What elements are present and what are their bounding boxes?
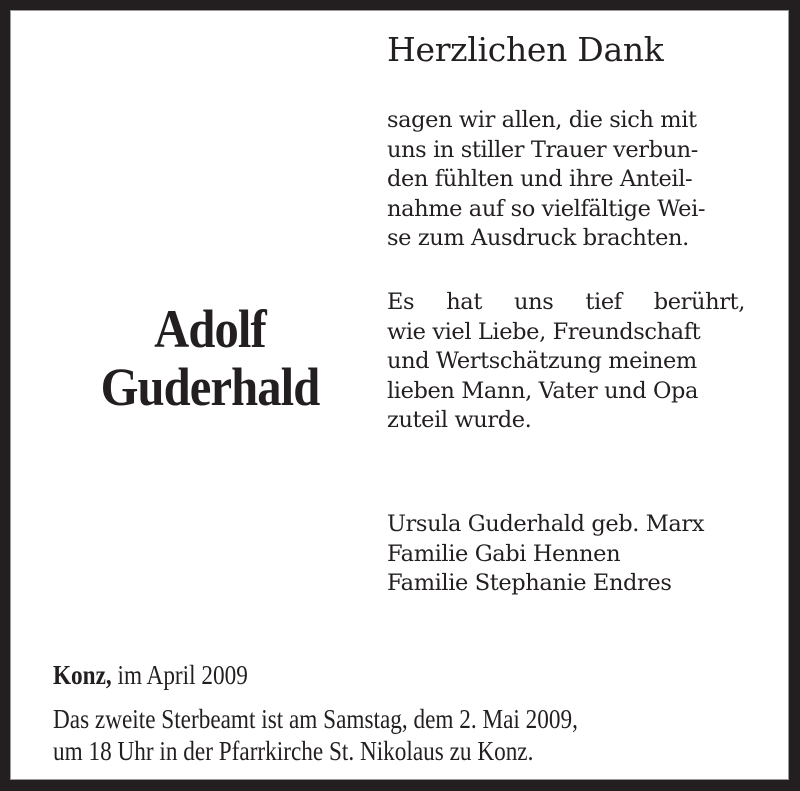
- notice-frame: [10, 10, 789, 780]
- signer: Familie Stephanie Endres: [387, 570, 672, 596]
- word: berührt,: [653, 289, 745, 315]
- paragraph-line: zuteil wurde.: [387, 407, 532, 433]
- word: uns: [514, 289, 554, 315]
- paragraph-line: wie viel Liebe, Freundschaft: [387, 318, 701, 345]
- paragraph-line: und Wertschätzung meinem: [387, 348, 697, 374]
- place-date: [53, 660, 248, 691]
- deceased-last-name: Guderhald: [100, 357, 320, 417]
- thanks-paragraph: [387, 106, 745, 254]
- date: im April 2009: [111, 660, 248, 690]
- paragraph-line-justified: [387, 288, 745, 318]
- deceased-name: [66, 300, 354, 416]
- signer: Familie Gabi Hennen: [387, 540, 621, 567]
- paragraph-line: lieben Mann, Vater und Opa: [387, 377, 699, 404]
- paragraph-line: se zum Ausdruck brachten.: [387, 225, 689, 251]
- paragraph-line: nahme auf so vielfältige Wei-: [387, 195, 706, 222]
- word: hat: [446, 289, 482, 315]
- service-line-2: um 18 Uhr in der Pfarrkirche St. Nikolaus zu Konz.: [53, 736, 534, 766]
- notice-title: Herzlichen Dank: [387, 30, 664, 69]
- word: tief: [585, 289, 622, 315]
- signer: Ursula Guderhald geb. Marx: [387, 511, 705, 537]
- place: Konz,: [53, 660, 112, 690]
- deceased-first-name: Adolf: [154, 299, 266, 359]
- service-line-1: Das zweite Sterbeamt ist am Samstag, dem 2. Mai 2009,: [53, 704, 578, 734]
- paragraph-line: uns in stiller Trauer verbun-: [387, 136, 698, 163]
- word: Es: [387, 289, 415, 315]
- signers-list: [387, 510, 704, 599]
- paragraph-line: den fühlten und ihre Anteil-: [387, 166, 693, 192]
- paragraph-line: sagen wir allen, die sich mit: [387, 107, 697, 133]
- tribute-paragraph: [387, 288, 745, 436]
